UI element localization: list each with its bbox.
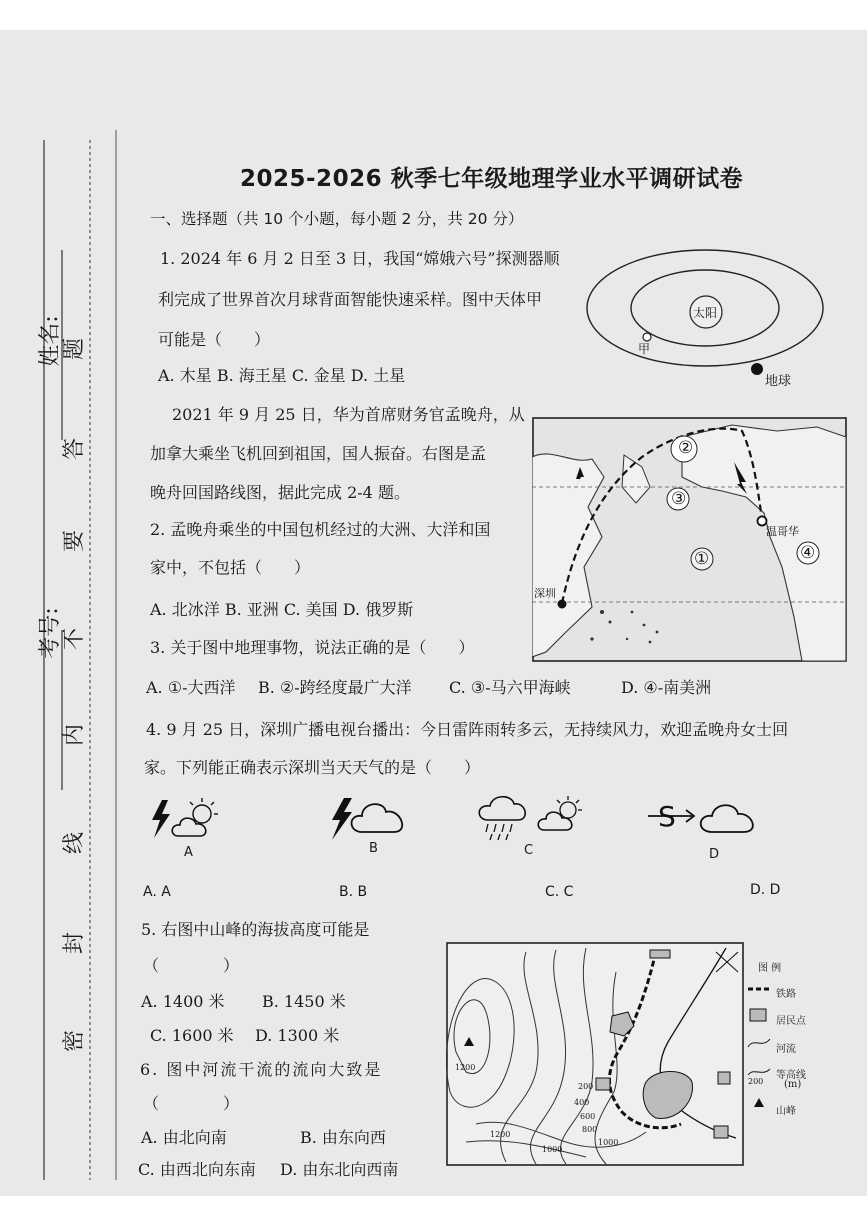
section-heading: 一、选择题（共 10 个小题，每小题 2 分，共 20 分） bbox=[150, 210, 524, 228]
q2-line: 家中，不包括（ ） bbox=[150, 558, 311, 577]
contour-label: 1200 bbox=[490, 1130, 511, 1139]
contour-label: 1000 bbox=[598, 1138, 619, 1147]
seal-char: 要 bbox=[62, 530, 87, 553]
q5-option-d: D. 1300 米 bbox=[255, 1026, 340, 1045]
contour-label: 600 bbox=[580, 1112, 596, 1121]
q3-option-b: B. ②-跨经度最广大洋 bbox=[258, 678, 412, 697]
intro-line: 2021 年 9 月 25 日，华为首席财务官孟晚舟，从 bbox=[172, 405, 525, 424]
contour-label: 400 bbox=[574, 1098, 590, 1107]
seal-char: 封 bbox=[62, 932, 87, 955]
symbol-label-b: B bbox=[369, 841, 378, 856]
wind-cloud-icon bbox=[648, 800, 753, 833]
legend-item: (m) bbox=[784, 1079, 802, 1090]
contour-label: 1200 bbox=[455, 1063, 476, 1072]
q4-line: 4. 9 月 25 日，深圳广播电视台播出：今日雷阵雨转多云，无持续风力，欢迎孟晚舟女士回 bbox=[146, 720, 789, 739]
earth-label: 地球 bbox=[765, 374, 792, 389]
seal-char: 题 bbox=[62, 338, 87, 361]
q4-option-d: D. D bbox=[750, 882, 781, 898]
vancouver-label: 温哥华 bbox=[766, 525, 799, 538]
symbol-label-c: C bbox=[524, 843, 534, 858]
earth-icon bbox=[751, 363, 763, 375]
q5-option-a: A. 1400 米 bbox=[141, 992, 225, 1011]
q3-option-a: A. ①-大西洋 bbox=[146, 678, 236, 697]
map-label-3: ③ bbox=[671, 489, 687, 509]
q6-line: （ ） bbox=[143, 1094, 240, 1113]
name-label: 姓名: bbox=[38, 315, 63, 367]
q3-option-c: C. ③-马六甲海峡 bbox=[449, 678, 571, 697]
q4-line: 家。下列能正确表示深圳当天天气的是（ ） bbox=[144, 758, 481, 777]
seal-char: 线 bbox=[62, 832, 87, 855]
intro-line: 晚舟回国路线图，据此完成 2-4 题。 bbox=[150, 483, 410, 502]
q4-option-b: B. B bbox=[339, 884, 368, 900]
seal-char: 密 bbox=[62, 1030, 87, 1053]
legend-title: 图 例 bbox=[758, 963, 782, 974]
contour-label: 1000 bbox=[542, 1145, 563, 1154]
q6-option-c: C. 由西北向东南 bbox=[138, 1160, 256, 1179]
shenzhen-label: 深圳 bbox=[534, 587, 556, 600]
map-label-4: ④ bbox=[800, 543, 816, 563]
q6-option-d: D. 由东北向西南 bbox=[280, 1160, 399, 1179]
q3-option-d: D. ④-南美洲 bbox=[621, 678, 712, 697]
q5-option-b: B. 1450 米 bbox=[262, 992, 346, 1011]
seal-char: 答 bbox=[62, 438, 87, 461]
q6-option-b: B. 由东向西 bbox=[300, 1128, 386, 1147]
exam-no-label: 考号: bbox=[38, 607, 63, 659]
contour-label: 200 bbox=[578, 1082, 594, 1091]
q1-options: A. 木星 B. 海王星 C. 金星 D. 土星 bbox=[158, 366, 406, 385]
thunder-cloud-icon bbox=[332, 798, 402, 840]
q5-line: 5. 右图中山峰的海拔高度可能是 bbox=[141, 920, 370, 939]
legend-item: 河流 bbox=[776, 1044, 796, 1055]
legend-item: 等高线 bbox=[776, 1070, 806, 1081]
q2-line: 2. 孟晚舟乘坐的中国包机经过的大洲、大洋和国 bbox=[150, 520, 491, 539]
symbol-label-d: D bbox=[709, 847, 720, 862]
q3-stem: 3. 关于图中地理事物，说法正确的是（ ） bbox=[150, 638, 475, 657]
symbol-label-a: A bbox=[184, 845, 193, 860]
q5-option-c: C. 1600 米 bbox=[150, 1026, 234, 1045]
jia-label: 甲 bbox=[638, 342, 651, 356]
seal-char: 不 bbox=[62, 628, 87, 651]
page-title: 2025-2026 秋季七年级地理学业水平调研试卷 bbox=[240, 166, 744, 192]
q4-option-a: A. A bbox=[143, 884, 171, 900]
q1-line: 可能是（ ） bbox=[158, 330, 271, 349]
map-label-1: ① bbox=[694, 549, 710, 569]
intro-line: 加拿大乘坐飞机回到祖国，国人振奋。右图是孟 bbox=[150, 444, 487, 463]
shenzhen-point bbox=[558, 600, 567, 609]
q6-option-a: A. 由北向南 bbox=[141, 1128, 227, 1147]
thunder-sun-cloud-icon bbox=[152, 798, 218, 838]
q4-option-c: C. C bbox=[545, 884, 574, 900]
q1-line: 利完成了世界首次月球背面智能快速采样。图中天体甲 bbox=[158, 290, 543, 309]
weather-symbols bbox=[148, 792, 768, 852]
legend-item: 铁路 bbox=[776, 989, 796, 1000]
sun-label: 太阳 bbox=[693, 306, 718, 320]
legend-symbols bbox=[744, 975, 774, 1115]
peak-legend-icon bbox=[754, 1098, 764, 1107]
q1-line: 1. 2024 年 6 月 2 日至 3 日，我国“嫦娥六号”探测器顺 bbox=[160, 249, 560, 268]
map-label-2: ② bbox=[678, 438, 694, 458]
q5-line: （ ） bbox=[143, 956, 240, 975]
legend-item: 居民点 bbox=[776, 1016, 806, 1027]
contour-legend-icon bbox=[748, 1069, 770, 1075]
q6-line: 6. 图中河流干流的流向大致是 bbox=[140, 1060, 383, 1079]
contour-label: 800 bbox=[582, 1125, 598, 1134]
svg-text:S: S bbox=[658, 800, 676, 833]
river-legend-icon bbox=[748, 1039, 770, 1047]
q2-options: A. 北冰洋 B. 亚洲 C. 美国 D. 俄罗斯 bbox=[150, 600, 414, 619]
rain-sun-cloud-icon bbox=[479, 796, 582, 840]
settlement-legend-icon bbox=[750, 1009, 766, 1021]
seal-char: 内 bbox=[62, 724, 87, 747]
legend-item: 山峰 bbox=[776, 1106, 796, 1117]
contour-label: 200 bbox=[748, 1077, 764, 1086]
